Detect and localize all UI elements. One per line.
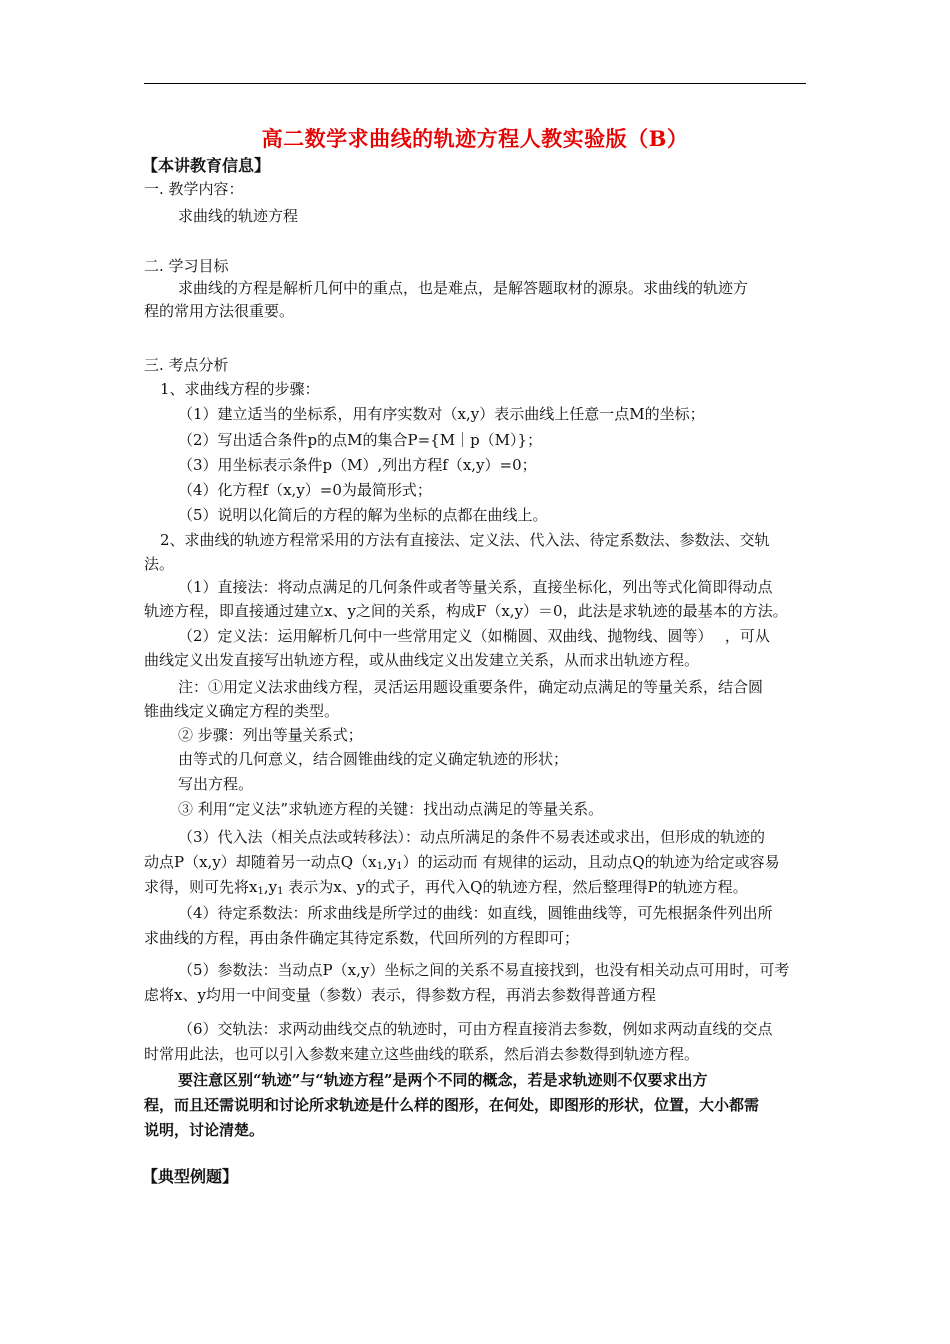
method5-line1: （5）参数法：当动点P（x,y）坐标之间的关系不易直接找到，也没有相关动点可用时，可考 [178, 961, 790, 979]
method2-line2: 曲线定义出发直接写出轨迹方程，或从曲线定义出发建立关系，从而求出轨迹方程。 [144, 651, 700, 669]
section-heading-info: 【本讲教育信息】 [142, 156, 271, 175]
note1-line1: 注：①用定义法求曲线方程，灵活运用题设重要条件，确定动点满足的等量关系，结合圆 [178, 678, 764, 696]
steps-heading: 1、求曲线方程的步骤： [160, 380, 320, 398]
step-1: （1）建立适当的坐标系，用有序实数对（x,y）表示曲线上任意一点M的坐标； [178, 405, 705, 423]
methods-intro-line1: 2、求曲线的轨迹方程常采用的方法有直接法、定义法、代入法、待定系数法、参数法、交轨 [160, 531, 770, 549]
method4-line2: 求曲线的方程，再由条件确定其待定系数，代回所列的方程即可； [144, 929, 580, 947]
sec2-line2: 程的常用方法很重要。 [144, 302, 295, 320]
section-heading-examples: 【典型例题】 [142, 1167, 239, 1186]
method4-line1: （4）待定系数法：所求曲线是所学过的曲线：如直线，圆锥曲线等，可先根据条件列出所 [178, 904, 773, 922]
note2: ② 步骤：列出等量关系式； [178, 726, 363, 744]
method6-line2: 时常用此法，也可以引入参数来建立这些曲线的联系，然后消去参数得到轨迹方程。 [144, 1045, 700, 1063]
emphasis-line3: 说明，讨论清楚。 [144, 1121, 265, 1139]
header-rule [144, 83, 806, 84]
method2-line1: （2）定义法：运用解析几何中一些常用定义（如椭圆、双曲线、抛物线、圆等） ，可从 [178, 627, 770, 645]
sec2-line1: 求曲线的方程是解析几何中的重点，也是难点，是解答题取材的源泉。求曲线的轨迹方 [178, 279, 749, 297]
step-4: （4）化方程f（x,y）=0为最简形式； [178, 481, 432, 499]
method6-line1: （6）交轨法：求两动曲线交点的轨迹时，可由方程直接消去参数，例如求两动直线的交点 [178, 1020, 773, 1038]
emphasis-line1: 要注意区别“轨迹”与“轨迹方程”是两个不同的概念，若是求轨迹则不仅要求出方 [178, 1071, 708, 1089]
step-3: （3）用坐标表示条件p（M）,列出方程f（x,y）=0； [178, 456, 537, 474]
method3-line2: 动点P（x,y）却随着另一动点$Q(x_1,y_1)$的运动而 有规律的运动，且动点Q的轨迹为给定或容易 [144, 853, 780, 872]
note4: 写出方程。 [178, 775, 254, 793]
step-2: （2）写出适合条件p的点M的集合P={M｜p（M）}； [178, 431, 543, 449]
method1-line1: （1）直接法：将动点满足的几何条件或者等量关系，直接坐标化，列出等式化简即得动点 [178, 578, 773, 596]
step-5: （5）说明以化简后的方程的解为坐标的点都在曲线上。 [178, 506, 548, 524]
note5: ③ 利用“定义法”求轨迹方程的关键：找出动点满足的等量关系。 [178, 800, 604, 818]
sec1-heading: 一. 教学内容： [144, 180, 244, 198]
sec1-body: 求曲线的轨迹方程 [178, 207, 299, 225]
sec3-heading: 三. 考点分析 [144, 356, 229, 374]
sec2-heading: 二. 学习目标 [144, 257, 229, 275]
note3: 由等式的几何意义，结合圆锥曲线的定义确定轨迹的形状； [178, 750, 569, 768]
method5-line2: 虑将x、y均用一中间变量（参数）表示，得参数方程，再消去参数得普通方程 [144, 986, 656, 1004]
emphasis-line2: 程，而且还需说明和讨论所求轨迹是什么样的图形，在何处，即图形的形状，位置，大小都需 [144, 1096, 760, 1114]
method1-line2: 轨迹方程，即直接通过建立x、y之间的关系，构成F（x,y）＝0，此法是求轨迹的最基本的方法。 [144, 602, 788, 620]
document-title: 高二数学求曲线的轨迹方程人教实验版（B） [261, 126, 689, 151]
note1-line2: 锥曲线定义确定方程的类型。 [144, 702, 340, 720]
method3-line1: （3）代入法（相关点法或转移法）：动点所满足的条件不易表述或求出，但形成的轨迹的 [178, 828, 766, 846]
method3-line3: 求得，则可先将$x_1,y_1$ 表示为x、y的式子，再代入Q的轨迹方程，然后整理得P的轨迹方程。 [144, 878, 748, 897]
methods-intro-line2: 法。 [144, 555, 175, 573]
